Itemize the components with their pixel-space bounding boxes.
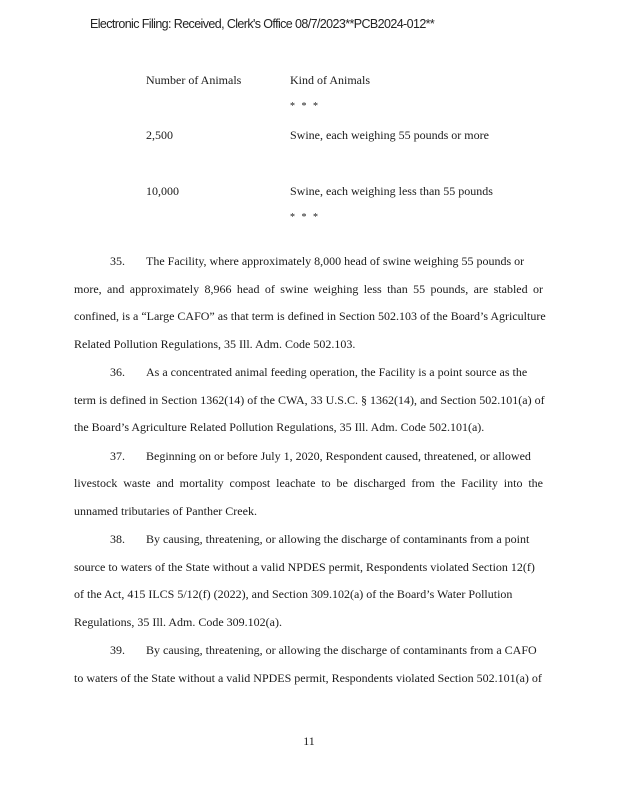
paragraph-first-line: As a concentrated animal feeding operation, the Facility is a point source as the — [146, 365, 528, 379]
paragraph-line: Regulations, 35 Ill. Adm. Code 309.102(a). — [74, 615, 282, 629]
table-ellipsis-bottom: * * * — [290, 212, 320, 223]
paragraph-first-line: By causing, threatening, or allowing the discharge of contaminants from a CAFO — [146, 643, 537, 657]
paragraph-line: the Board’s Agriculture Related Pollution Regulations, 35 Ill. Adm. Code 502.101(a). — [74, 420, 485, 434]
paragraph-line: unnamed tributaries of Panther Creek. — [74, 504, 257, 518]
paragraph-line: livestock waste and mortality compost leachate to be discharged from the Facility into the — [74, 476, 543, 490]
paragraph-first-line: By causing, threatening, or allowing the discharge of contaminants from a point — [146, 532, 530, 546]
table-header-number: Number of Animals — [146, 73, 242, 87]
paragraph-first-line: Beginning on or before July 1, 2020, Respondent caused, threatened, or allowed — [146, 449, 531, 463]
table-row-kind: Swine, each weighing 55 pounds or more — [290, 128, 489, 142]
paragraph-line: confined, is a “Large CAFO” as that term is defined in Section 502.103 of the Board’s Agriculture — [74, 309, 546, 323]
filing-stamp: Electronic Filing: Received, Clerk's Office 08/7/2023**PCB2024-012** — [90, 17, 435, 31]
table-row-kind: Swine, each weighing less than 55 pounds — [290, 184, 493, 198]
table-row-number: 2,500 — [146, 128, 173, 142]
table-ellipsis-top: * * * — [290, 101, 320, 112]
table-header-kind: Kind of Animals — [290, 73, 370, 87]
table-row-number: 10,000 — [146, 184, 179, 198]
paragraph-line: term is defined in Section 1362(14) of the CWA, 33 U.S.C. § 1362(14), and Section 502.101(a) of — [74, 393, 545, 407]
paragraph-number: 39. — [110, 643, 125, 657]
paragraph-number: 37. — [110, 449, 125, 463]
paragraph-first-line: The Facility, where approximately 8,000 head of swine weighing 55 pounds or — [146, 254, 525, 268]
paragraph-line: more, and approximately 8,966 head of swine weighing less than 55 pounds, are stabled or — [74, 282, 543, 296]
page-number: 11 — [303, 734, 315, 748]
paragraph-line: to waters of the State without a valid NPDES permit, Respondents violated Section 502.101(a) of — [74, 671, 542, 685]
paragraph-line: Related Pollution Regulations, 35 Ill. Adm. Code 502.103. — [74, 337, 356, 351]
paragraph-line: source to waters of the State without a valid NPDES permit, Respondents violated Section 12(f) — [74, 560, 535, 574]
paragraph-number: 35. — [110, 254, 125, 268]
paragraph-number: 36. — [110, 365, 125, 379]
paragraph-number: 38. — [110, 532, 125, 546]
paragraph-line: of the Act, 415 ILCS 5/12(f) (2022), and Section 309.102(a) of the Board’s Water Pollution — [74, 587, 513, 601]
